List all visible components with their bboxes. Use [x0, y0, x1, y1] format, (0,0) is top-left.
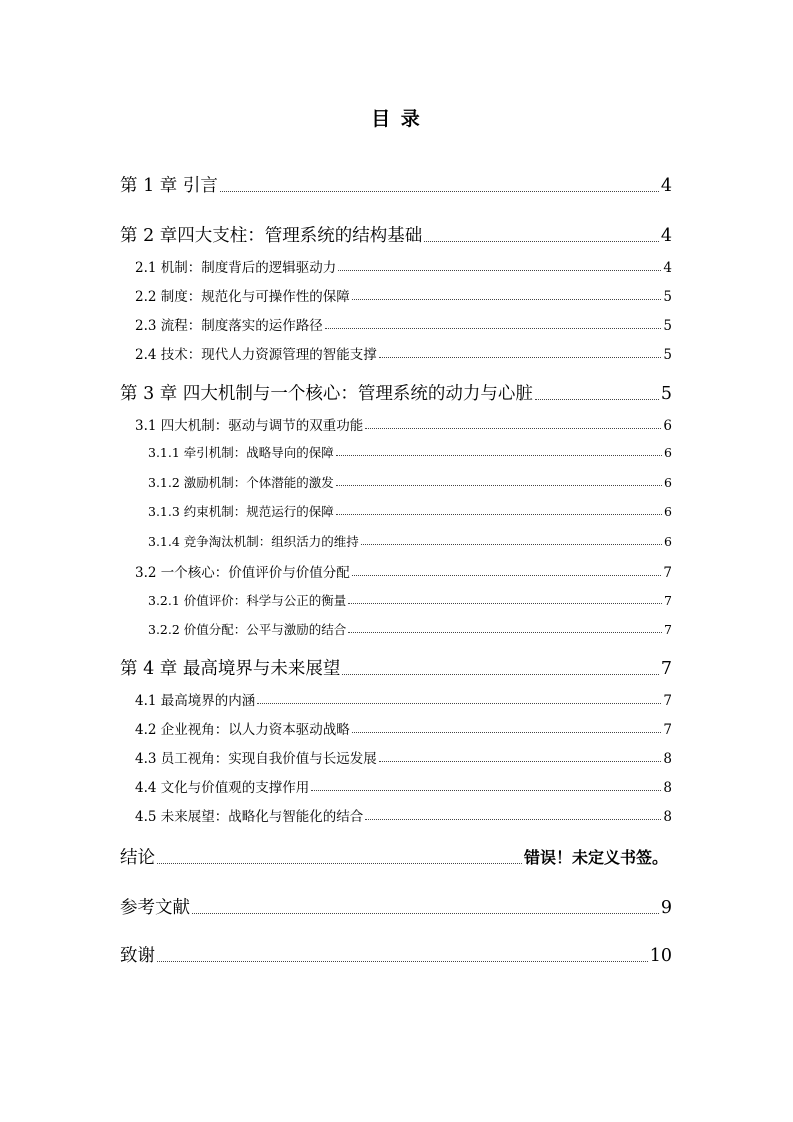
toc-entry-label: 2.2 制度：规范化与可操作性的保障	[135, 289, 350, 305]
toc-entry-chapter-1[interactable]	[120, 172, 672, 197]
toc-entry-4-2[interactable]	[135, 718, 672, 738]
toc-entry-chapter-4[interactable]	[120, 655, 672, 680]
toc-entry-3-1-1[interactable]	[148, 443, 672, 461]
toc-entry-label: 4.2 企业视角：以人力资本驱动战略	[135, 722, 350, 738]
toc-entry-label: 3.2 一个核心：价值评价与价值分配	[135, 565, 350, 581]
toc-entry-acknowledgements[interactable]	[120, 942, 672, 967]
toc-entry-3-1-2[interactable]	[148, 473, 672, 491]
toc-entry-label: 3.2.2 价值分配：公平与激励的结合	[148, 622, 347, 637]
toc-page-number: 5	[663, 347, 672, 363]
toc-entry-label: 第 1 章 引言	[120, 176, 218, 196]
toc-entry-label: 3.1.2 激励机制：个体潜能的激发	[148, 475, 334, 490]
toc-page-number: 8	[663, 780, 672, 796]
dot-leader	[342, 674, 659, 675]
toc-page-number: 5	[660, 384, 672, 404]
toc-entry-label: 结论	[120, 848, 155, 868]
toc-page-number: 5	[663, 289, 672, 305]
toc-title: 目 录	[371, 108, 422, 130]
toc-entry-3-2-1[interactable]	[148, 591, 672, 609]
toc-page-number: 7	[664, 622, 672, 637]
toc-entry-label: 4.3 员工视角：实现自我价值与长远发展	[135, 751, 377, 767]
dot-leader	[348, 603, 662, 604]
toc-entry-label: 致谢	[120, 946, 155, 966]
dot-leader	[365, 428, 661, 429]
toc-page-number: 8	[663, 809, 672, 825]
toc-page-number: 6	[664, 504, 672, 519]
toc-entry-conclusion[interactable]	[120, 844, 668, 869]
dot-leader	[220, 191, 659, 192]
dot-leader	[192, 913, 659, 914]
dot-leader	[157, 863, 522, 864]
toc-page-number: 7	[663, 722, 672, 738]
dot-leader	[325, 328, 662, 329]
toc-entry-label: 第 2 章四大支柱：管理系统的结构基础	[120, 226, 423, 246]
toc-page-number: 6	[664, 445, 672, 460]
dot-leader	[361, 544, 662, 545]
dot-leader	[336, 455, 662, 456]
toc-entry-2-2[interactable]	[135, 285, 672, 305]
toc-page-number: 6	[663, 418, 672, 434]
dot-leader	[365, 819, 661, 820]
toc-page-number: 5	[663, 318, 672, 334]
toc-entry-label: 2.1 机制：制度背后的逻辑驱动力	[135, 260, 337, 276]
toc-entry-label: 2.4 技术：现代人力资源管理的智能支撑	[135, 347, 377, 363]
toc-page-number: 4	[660, 176, 672, 196]
toc-entry-4-1[interactable]	[135, 689, 672, 709]
toc-page-number: 10	[649, 946, 672, 966]
toc-entry-4-5[interactable]	[135, 805, 672, 825]
toc-entry-3-1[interactable]	[135, 414, 672, 434]
dot-leader	[336, 485, 662, 486]
toc-entry-label: 2.3 流程：制度落实的运作路径	[135, 318, 323, 334]
toc-entry-chapter-3[interactable]	[120, 380, 672, 405]
toc-entry-label: 4.4 文化与价值观的支撑作用	[135, 780, 310, 796]
dot-leader	[424, 241, 659, 242]
dot-leader	[157, 961, 648, 962]
dot-leader	[336, 514, 662, 515]
toc-page-number: 6	[664, 475, 672, 490]
toc-entry-2-4[interactable]	[135, 343, 672, 363]
dot-leader	[352, 299, 662, 300]
toc-entry-label: 参考文献	[120, 898, 190, 918]
toc-entry-label: 3.1.1 牵引机制：战略导向的保障	[148, 445, 334, 460]
toc-entry-label: 3.1.4 竞争淘汰机制：组织活力的维持	[148, 534, 359, 549]
dot-leader	[352, 732, 662, 733]
toc-entry-2-1[interactable]	[135, 256, 672, 276]
toc-page-number-error: 错误！未定义书签。	[523, 848, 668, 867]
toc-entry-label: 第 3 章 四大机制与一个核心：管理系统的动力与心脏	[120, 384, 533, 404]
dot-leader	[379, 761, 662, 762]
dot-leader	[311, 790, 661, 791]
toc-page-number: 4	[660, 226, 672, 246]
toc-entry-label: 3.1.3 约束机制：规范运行的保障	[148, 504, 334, 519]
toc-entry-3-1-4[interactable]	[148, 532, 672, 550]
toc-entry-3-2[interactable]	[135, 561, 672, 581]
toc-page-number: 9	[660, 898, 672, 918]
toc-entry-label: 3.2.1 价值评价：科学与公正的衡量	[148, 593, 347, 608]
dot-leader	[338, 270, 661, 271]
toc-entry-3-1-3[interactable]	[148, 502, 672, 520]
toc-entry-4-3[interactable]	[135, 747, 672, 767]
toc-page-number: 7	[664, 593, 672, 608]
toc-page-number: 7	[660, 659, 672, 679]
dot-leader	[535, 399, 659, 400]
toc-entry-references[interactable]	[120, 894, 672, 919]
dot-leader	[348, 632, 662, 633]
toc-page-number: 8	[663, 751, 672, 767]
toc-entry-chapter-2[interactable]	[120, 222, 672, 247]
dot-leader	[257, 703, 661, 704]
toc-entry-label: 3.1 四大机制：驱动与调节的双重功能	[135, 418, 364, 434]
dot-leader	[379, 357, 662, 358]
toc-entry-3-2-2[interactable]	[148, 620, 672, 638]
toc-page-number: 4	[663, 260, 672, 276]
toc-entry-label: 第 4 章 最高境界与未来展望	[120, 659, 341, 679]
dot-leader	[352, 575, 662, 576]
toc-page-number: 6	[664, 534, 672, 549]
toc-page-number: 7	[663, 565, 672, 581]
toc-entry-label: 4.1 最高境界的内涵	[135, 693, 256, 709]
toc-page-number: 7	[663, 693, 672, 709]
toc-entry-label: 4.5 未来展望：战略化与智能化的结合	[135, 809, 364, 825]
toc-entry-2-3[interactable]	[135, 314, 672, 334]
toc-entry-4-4[interactable]	[135, 776, 672, 796]
